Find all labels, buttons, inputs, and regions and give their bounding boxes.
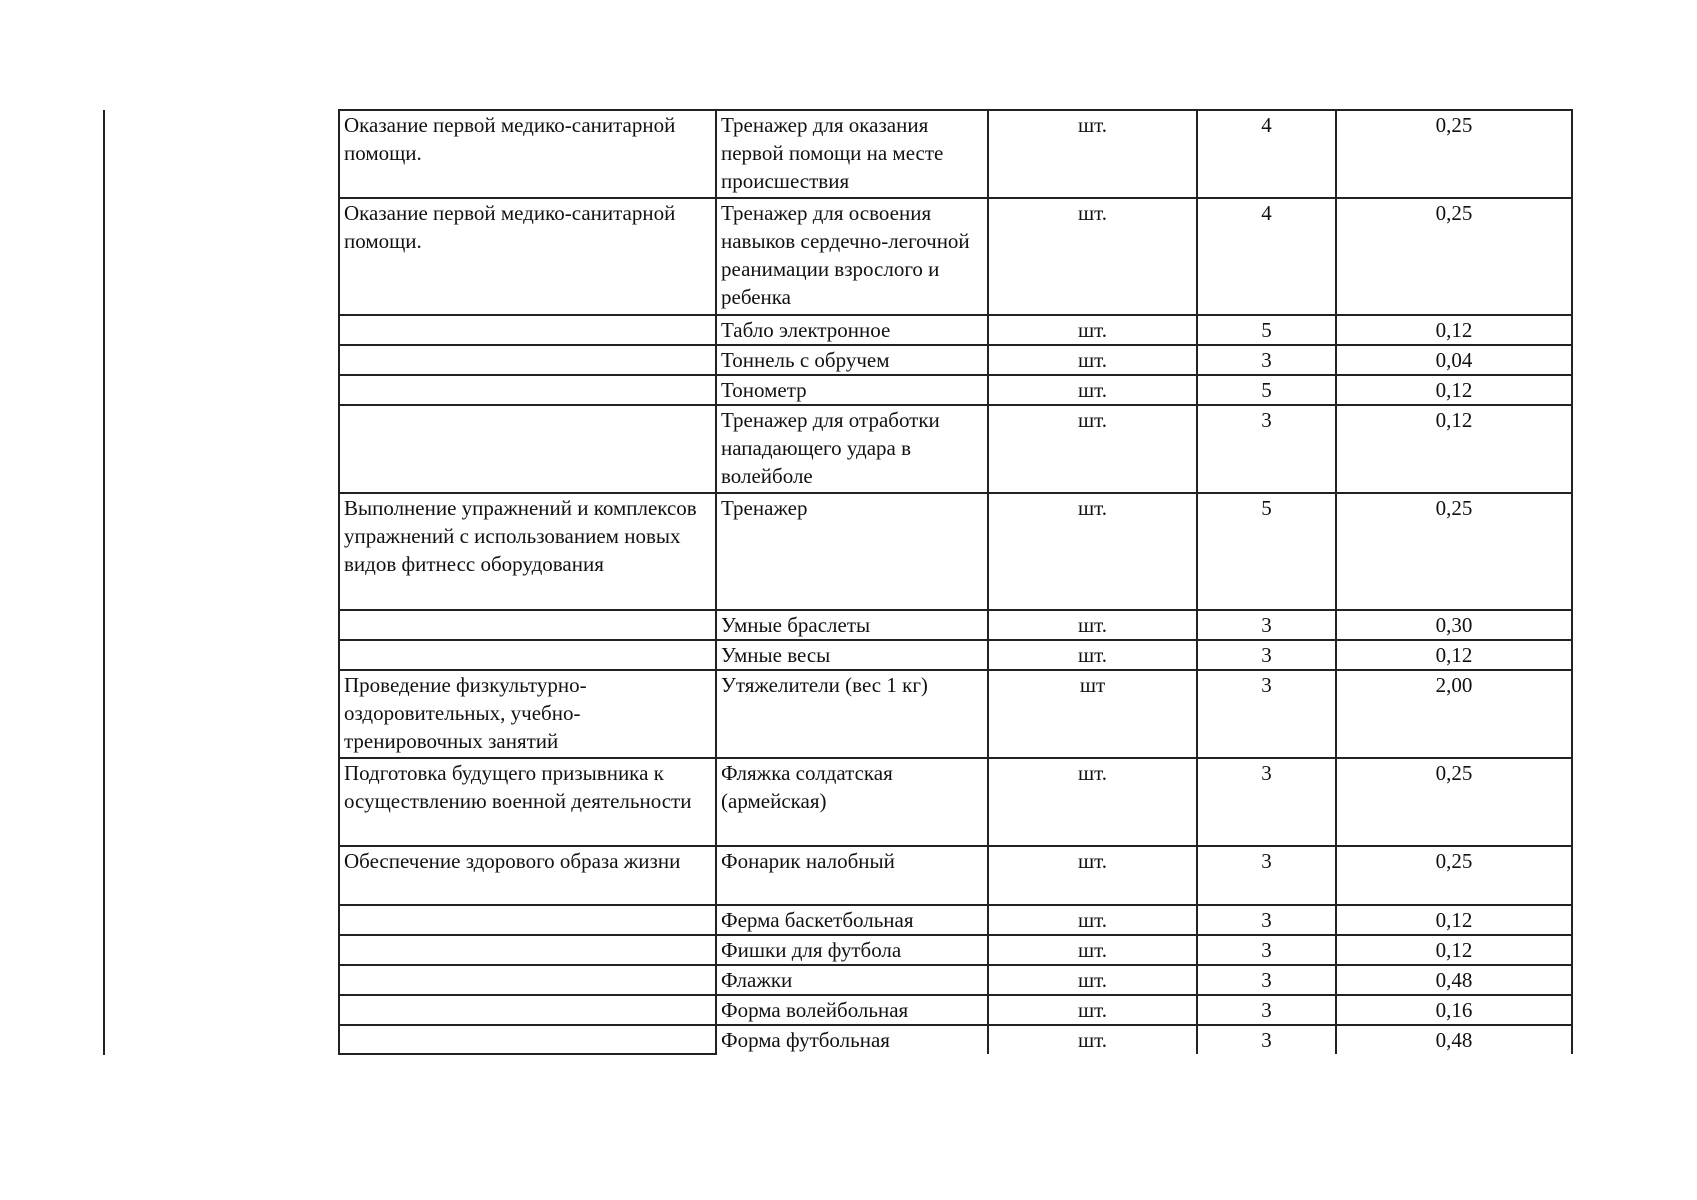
left-margin-rule: [103, 110, 105, 1055]
unit-cell: шт: [988, 670, 1197, 758]
item-cell: Фляжка солдатская (армейская): [716, 758, 988, 846]
quantity-cell: 3: [1197, 846, 1336, 905]
quantity-cell: 5: [1197, 493, 1336, 610]
activity-cell: Проведение физкультурно-оздоровительных, учебно-тренировочных занятий: [339, 670, 716, 758]
item-cell: Фонарик налобный: [716, 846, 988, 905]
activity-cell: [339, 965, 716, 995]
table-row: [339, 315, 1572, 345]
unit-cell: шт.: [988, 198, 1197, 315]
quantity-cell: 3: [1197, 610, 1336, 640]
quantity-cell: 3: [1197, 1025, 1336, 1054]
unit-cell: шт.: [988, 640, 1197, 670]
item-cell: Форма футбольная: [716, 1025, 988, 1054]
activity-cell: [339, 640, 716, 670]
coefficient-cell: 0,25: [1336, 493, 1572, 610]
quantity-cell: 3: [1197, 935, 1336, 965]
activity-cell: Оказание первой медико-санитарной помощи.: [339, 198, 716, 315]
quantity-cell: 5: [1197, 375, 1336, 405]
quantity-cell: 3: [1197, 405, 1336, 493]
table-row: [339, 965, 1572, 995]
table-row: [339, 640, 1572, 670]
quantity-cell: 3: [1197, 905, 1336, 935]
coefficient-cell: 0,25: [1336, 758, 1572, 846]
coefficient-cell: 0,48: [1336, 1025, 1572, 1054]
table-row: [339, 995, 1572, 1025]
activity-cell: Выполнение упражнений и комплексов упражнений с использованием новых видов фитнесс оборудования: [339, 493, 716, 610]
coefficient-cell: 0,04: [1336, 345, 1572, 375]
coefficient-cell: 0,12: [1336, 315, 1572, 345]
coefficient-cell: 0,12: [1336, 375, 1572, 405]
unit-cell: шт.: [988, 995, 1197, 1025]
coefficient-cell: 0,25: [1336, 846, 1572, 905]
quantity-cell: 4: [1197, 110, 1336, 198]
quantity-cell: 5: [1197, 315, 1336, 345]
unit-cell: шт.: [988, 1025, 1197, 1054]
item-cell: Флажки: [716, 965, 988, 995]
table-row: [339, 1025, 1572, 1054]
activity-cell: [339, 345, 716, 375]
coefficient-cell: 0,30: [1336, 610, 1572, 640]
table-row: [339, 110, 1572, 198]
quantity-cell: 3: [1197, 995, 1336, 1025]
quantity-cell: 3: [1197, 345, 1336, 375]
coefficient-cell: 0,12: [1336, 935, 1572, 965]
activity-cell: [339, 315, 716, 345]
unit-cell: шт.: [988, 905, 1197, 935]
unit-cell: шт.: [988, 345, 1197, 375]
coefficient-cell: 0,16: [1336, 995, 1572, 1025]
item-cell: Тренажер для оказания первой помощи на месте происшествия: [716, 110, 988, 198]
quantity-cell: 4: [1197, 198, 1336, 315]
item-cell: Тренажер: [716, 493, 988, 610]
activity-cell: [339, 995, 716, 1025]
coefficient-cell: 0,12: [1336, 640, 1572, 670]
coefficient-cell: 0,25: [1336, 110, 1572, 198]
item-cell: Умные весы: [716, 640, 988, 670]
table-row: [339, 935, 1572, 965]
coefficient-cell: 0,12: [1336, 905, 1572, 935]
equipment-table: [338, 109, 1573, 1055]
table-row: [339, 758, 1572, 846]
table-row: [339, 405, 1572, 493]
item-cell: Фишки для футбола: [716, 935, 988, 965]
coefficient-cell: 0,25: [1336, 198, 1572, 315]
item-cell: Утяжелители (вес 1 кг): [716, 670, 988, 758]
unit-cell: шт.: [988, 493, 1197, 610]
coefficient-cell: 2,00: [1336, 670, 1572, 758]
unit-cell: шт.: [988, 610, 1197, 640]
activity-cell: Обеспечение здорового образа жизни: [339, 846, 716, 905]
activity-cell: [339, 405, 716, 493]
quantity-cell: 3: [1197, 758, 1336, 846]
unit-cell: шт.: [988, 315, 1197, 345]
item-cell: Тоннель с обручем: [716, 345, 988, 375]
table-row: [339, 670, 1572, 758]
item-cell: Форма волейбольная: [716, 995, 988, 1025]
table-row: [339, 846, 1572, 905]
table-row: [339, 375, 1572, 405]
quantity-cell: 3: [1197, 670, 1336, 758]
activity-cell: Подготовка будущего призывника к осуществлению военной деятельности: [339, 758, 716, 846]
table-row: [339, 198, 1572, 315]
table-row: [339, 493, 1572, 610]
unit-cell: шт.: [988, 110, 1197, 198]
activity-cell: [339, 935, 716, 965]
unit-cell: шт.: [988, 758, 1197, 846]
activity-cell: [339, 610, 716, 640]
table-row: [339, 345, 1572, 375]
coefficient-cell: 0,48: [1336, 965, 1572, 995]
item-cell: Тренажер для отработки нападающего удара в волейболе: [716, 405, 988, 493]
activity-cell: [339, 905, 716, 935]
activity-cell: [339, 1025, 716, 1054]
table-row: [339, 610, 1572, 640]
table-row: [339, 905, 1572, 935]
item-cell: Умные браслеты: [716, 610, 988, 640]
quantity-cell: 3: [1197, 965, 1336, 995]
item-cell: Табло электронное: [716, 315, 988, 345]
unit-cell: шт.: [988, 405, 1197, 493]
unit-cell: шт.: [988, 375, 1197, 405]
item-cell: Тонометр: [716, 375, 988, 405]
unit-cell: шт.: [988, 965, 1197, 995]
item-cell: Тренажер для освоения навыков сердечно-легочной реанимации взрослого и ребенка: [716, 198, 988, 315]
unit-cell: шт.: [988, 846, 1197, 905]
coefficient-cell: 0,12: [1336, 405, 1572, 493]
activity-cell: [339, 375, 716, 405]
quantity-cell: 3: [1197, 640, 1336, 670]
unit-cell: шт.: [988, 935, 1197, 965]
activity-cell: Оказание первой медико-санитарной помощи.: [339, 110, 716, 198]
item-cell: Ферма баскетбольная: [716, 905, 988, 935]
